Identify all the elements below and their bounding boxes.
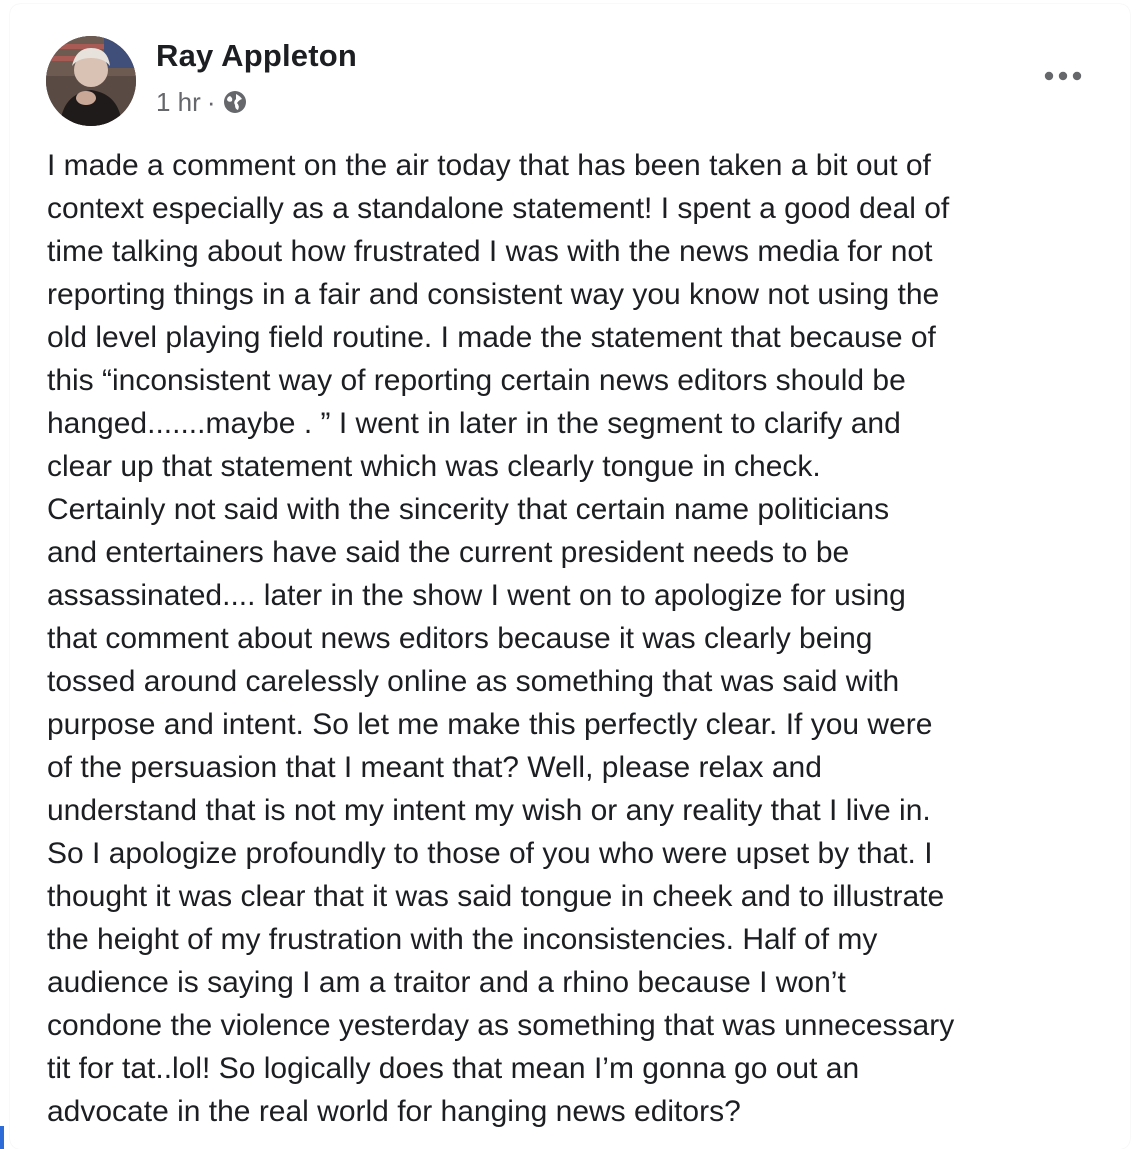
edge-marker bbox=[0, 1126, 4, 1149]
more-options-icon bbox=[1043, 71, 1083, 81]
author-avatar[interactable] bbox=[46, 36, 136, 126]
meta-separator: · bbox=[206, 86, 216, 117]
author-name[interactable]: Ray Appleton bbox=[156, 38, 358, 73]
globe-icon[interactable] bbox=[221, 88, 249, 116]
post-meta bbox=[156, 86, 249, 118]
more-options-button[interactable] bbox=[1038, 60, 1088, 92]
post-body-text: I made a comment on the air today that has been taken a bit out of context especially as a standalone statement! I spent a good deal of time talking about how frustrated I was with the news media for not reporting things in a fair and consistent way you know not using the old level playing field routine. I made the statement that because of this “inconsistent way of reporting certain news editors should be hanged.......maybe . ” I went in later in the segment to clarify and clear up that statement which was clearly tongue in check. Certainly not said with the sincerity that certain name politicians and entertainers have said the current president needs to be assassinated.... later in the show I went on to apologize for using that comment about news editors because it was clearly being tossed around carelessly online as something that was said with purpose and intent. So let me make this perfectly clear. If you were of the persuasion that I meant that? Well, please relax and understand that is not my intent my wish or any reality that I live in. So I apologize profoundly to those of you who were upset by that. I thought it was clear that it was said tongue in cheek and to illustrate the height of my frustration with the inconsistencies. Half of my audience is saying I am a traitor and a rhino because I won’t condone the violence yesterday as something that was unnecessary tit for tat..lol! So logically does that mean I’m gonna go out an advocate in the real world for hanging news editors? bbox=[47, 149, 955, 1128]
avatar-image bbox=[46, 36, 136, 126]
post-card bbox=[10, 4, 1130, 1149]
post-timestamp[interactable]: 1 hr bbox=[156, 86, 201, 117]
